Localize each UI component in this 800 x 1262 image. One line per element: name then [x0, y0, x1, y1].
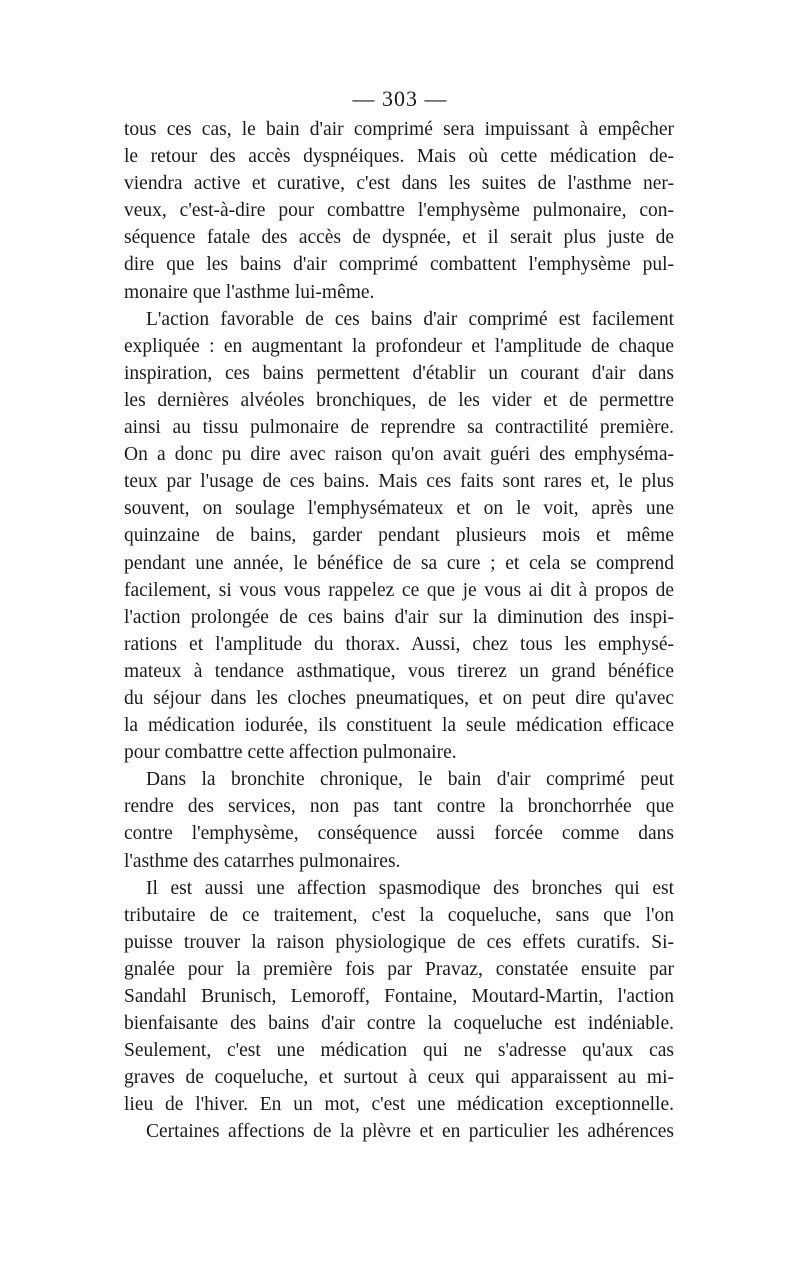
text-line: quinzaine de bains, garder pendant plusieurs mois et même [124, 525, 674, 547]
text-line: rations et l'amplitude du thorax. Aussi, chez tous les emphysé- [124, 633, 674, 655]
text-line: viendra active et curative, c'est dans les suites de l'asthme ner- [124, 173, 674, 195]
text-line: dire que les bains d'air comprimé combattent l'emphysème pul- [124, 254, 674, 276]
text-line: monaire que l'asthme lui-même. [124, 281, 375, 303]
text-line: Dans la bronchite chronique, le bain d'air comprimé peut [146, 769, 674, 791]
text-line: le retour des accès dyspnéiques. Mais où cette médication de- [124, 146, 674, 168]
text-line: bienfaisante des bains d'air contre la coqueluche est indéniable. [124, 1013, 674, 1035]
text-line: Certaines affections de la plèvre et en particulier les adhérences [146, 1121, 674, 1143]
text-line: teux par l'usage de ces bains. Mais ces faits sont rares et, le plus [124, 471, 674, 493]
text-line: tous ces cas, le bain d'air comprimé sera impuissant à empêcher [124, 119, 674, 140]
text-line: expliquée : en augmentant la profondeur et l'amplitude de chaque [124, 335, 674, 357]
body-text [124, 116, 674, 1146]
text-line: veux, c'est-à-dire pour combattre l'emphysème pulmonaire, con- [124, 200, 674, 222]
text-line: l'action prolongée de ces bains d'air sur la diminution des inspi- [124, 606, 674, 628]
text-line: pour combattre cette affection pulmonaire. [124, 742, 457, 764]
text-line: séquence fatale des accès de dyspnée, et il serait plus juste de [124, 227, 674, 249]
text-line: contre l'emphysème, conséquence aussi forcée comme dans [124, 823, 674, 845]
text-line: souvent, on soulage l'emphysémateux et on le voit, après une [124, 498, 674, 520]
text-line: Seulement, c'est une médication qui ne s'adresse qu'aux cas [124, 1040, 674, 1062]
text-line: facilement, si vous vous rappelez ce que je vous ai dit à propos de [124, 579, 674, 601]
text-line: L'action favorable de ces bains d'air comprimé est facilement [146, 308, 674, 330]
text-line: pendant une année, le bénéfice de sa cure ; et cela se comprend [124, 552, 674, 574]
text-line: les dernières alvéoles bronchiques, de les vider et de permettre [124, 389, 674, 411]
text-line: mateux à tendance asthmatique, vous tirerez un grand bénéfice [124, 660, 674, 682]
text-line: inspiration, ces bains permettent d'établir un courant d'air dans [124, 362, 674, 384]
text-line: graves de coqueluche, et surtout à ceux qui apparaissent au mi- [124, 1067, 674, 1089]
text-line: l'asthme des catarrhes pulmonaires. [124, 850, 401, 872]
text-line: Sandahl Brunisch, Lemoroff, Fontaine, Moutard-Martin, l'action [124, 986, 674, 1007]
text-line: puisse trouver la raison physiologique de ces effets curatifs. Si- [124, 931, 674, 953]
text-line: rendre des services, non pas tant contre la bronchorrhée que [124, 796, 674, 818]
text-line: tributaire de ce traitement, c'est la coqueluche, sans que l'on [124, 904, 674, 926]
text-line: Il est aussi une affection spasmodique des bronches qui est [146, 877, 674, 899]
text-line: du séjour dans les cloches pneumatiques, et on peut dire qu'avec [124, 687, 674, 709]
text-line: gnalée pour la première fois par Pravaz, constatée ensuite par [124, 958, 674, 980]
page-number: — 303 — [352, 86, 448, 111]
text-line: On a donc pu dire avec raison qu'on avait guéri des emphyséma- [124, 444, 674, 466]
text-line: la médication iodurée, ils constituent la seule médication efficace [124, 715, 674, 737]
text-line: ainsi au tissu pulmonaire de reprendre sa contractilité première. [124, 417, 674, 439]
text-line: lieu de l'hiver. En un mot, c'est une médication exceptionnelle. [124, 1094, 674, 1116]
